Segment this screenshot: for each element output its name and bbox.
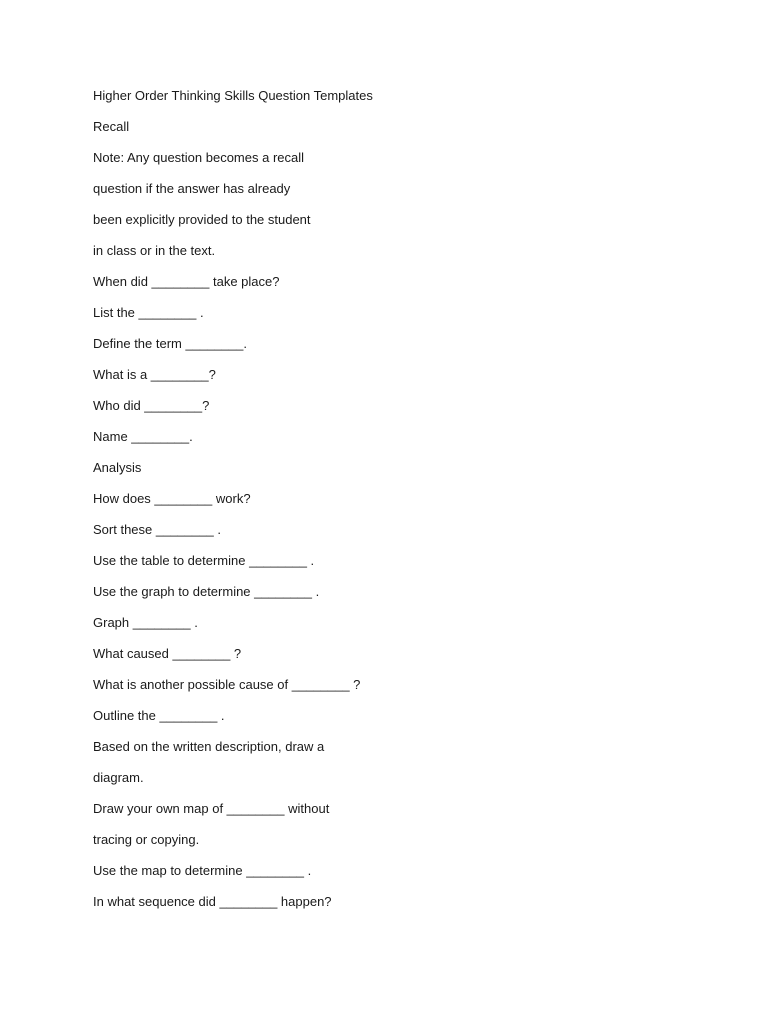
document-line: What is a ________? [93, 367, 216, 382]
document-line: question if the answer has already [93, 181, 291, 196]
document-line: What is another possible cause of ________ ? [93, 677, 361, 692]
document-line: in class or in the text. [93, 243, 216, 258]
document-line: Sort these ________ . [93, 522, 221, 537]
document-line: What caused ________ ? [93, 646, 242, 661]
document-line: Analysis [93, 460, 142, 475]
document-body [93, 86, 693, 923]
document-line: Name ________. [93, 429, 193, 444]
document-line: Define the term ________. [93, 336, 247, 351]
document-line: Use the map to determine ________ . [93, 863, 312, 878]
document-line: When did ________ take place? [93, 274, 280, 289]
document-line: How does ________ work? [93, 491, 251, 506]
document-line: Use the graph to determine ________ . [93, 584, 320, 599]
document-line: Who did ________? [93, 398, 210, 413]
document-line: In what sequence did ________ happen? [93, 894, 332, 909]
document-line: Recall [93, 119, 130, 134]
document-line: tracing or copying. [93, 832, 200, 847]
document-line: diagram. [93, 770, 144, 785]
document-line: Based on the written description, draw a [93, 739, 325, 754]
document-line: Use the table to determine ________ . [93, 553, 315, 568]
document-title: Higher Order Thinking Skills Question Templates [93, 88, 373, 103]
document-line: List the ________ . [93, 305, 204, 320]
document-line: Note: Any question becomes a recall [93, 150, 305, 165]
document-line: been explicitly provided to the student [93, 212, 311, 227]
document-line: Draw your own map of ________ without [93, 801, 330, 816]
document-line: Graph ________ . [93, 615, 198, 630]
document-line: Outline the ________ . [93, 708, 225, 723]
